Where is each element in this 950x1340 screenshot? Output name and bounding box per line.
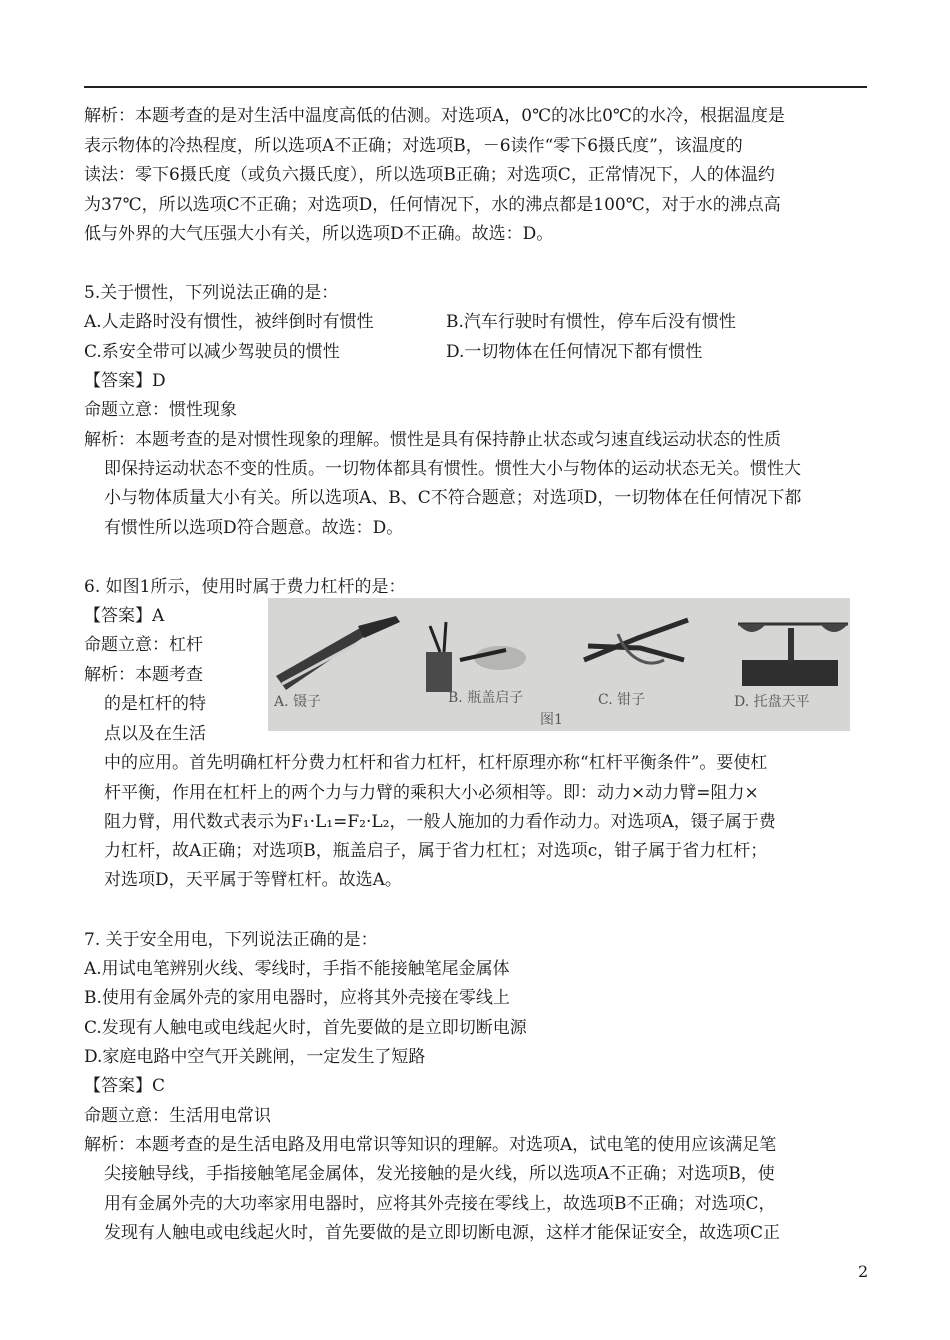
header-rule <box>84 86 867 88</box>
tweezers-illustration <box>276 616 400 690</box>
q4-explanation-line: 低与外界的大气压强大小有关，所以选项D不正确。故选：D。 <box>84 224 554 244</box>
q7-option-d: D.家庭电路中空气开关跳闸，一定发生了短路 <box>84 1047 426 1067</box>
q6-explanation-line: 力杠杆，故A正确；对选项B，瓶盖启子，属于省力杠杠；对选项c，钳子属于省力杠杆； <box>104 841 768 861</box>
q6-intent: 命题立意：杠杆 <box>84 635 203 655</box>
q7-explanation-line: 用有金属外壳的大功率家用电器时，应将其外壳接在零线上，故选项B不正确；对选项C， <box>104 1194 776 1214</box>
figure-caption-b: B. 瓶盖启子 <box>448 690 524 706</box>
q7-explanation-line: 解析：本题考查的是生活电路及用电常识等知识的理解。对选项A，试电笔的使用应该满足笔 <box>84 1135 777 1155</box>
q5-explanation-line: 解析：本题考查的是对惯性现象的理解。惯性是具有保持静止状态或匀速直线运动状态的性质 <box>84 430 781 450</box>
q7-explanation-line: 发现有人触电或电线起火时，首先要做的是立即切断电源，这样才能保证安全，故选项C正 <box>104 1223 781 1243</box>
q5-explanation-line: 即保持运动状态不变的性质。一切物体都具有惯性。惯性大小与物体的运动状态无关。惯性大 <box>104 459 801 479</box>
q5-option-d: D.一切物体在任何情况下都有惯性 <box>446 342 703 362</box>
q5-question: 5.关于惯性，下列说法正确的是： <box>84 283 339 303</box>
q4-explanation-line: 表示物体的冷热程度，所以选项A不正确；对选项B，－6读作“零下6摄氏度”，该温度的 <box>84 136 743 156</box>
q7-intent: 命题立意：生活用电常识 <box>84 1106 271 1126</box>
q5-explanation-line: 小与物体质量大小有关。所以选项A、B、C不符合题意；对选项D，一切物体在任何情况下都 <box>104 488 802 508</box>
q5-intent: 命题立意：惯性现象 <box>84 400 237 420</box>
figure-1-levers <box>268 598 850 731</box>
q6-answer: 【答案】A <box>84 606 165 626</box>
q6-explanation-short: 的是杠杆的特 <box>104 694 206 714</box>
q5-option-c: C.系安全带可以减少驾驶员的惯性 <box>84 342 340 362</box>
figure-caption-c: C. 钳子 <box>598 692 646 708</box>
q6-explanation-line: 杆平衡，作用在杠杆上的两个力与力臂的乘积大小必须相等。即：动力×动力臂=阻力× <box>104 783 759 803</box>
q5-option-a: A.人走路时没有惯性，被绊倒时有惯性 <box>84 312 374 332</box>
q6-explanation-short: 解析：本题考查 <box>84 665 203 685</box>
q4-explanation-line: 解析：本题考查的是对生活中温度高低的估测。对选项A，0℃的冰比0℃的水冷，根据温度是 <box>84 106 785 126</box>
figure-caption-a: A. 镊子 <box>274 694 322 710</box>
q5-answer: 【答案】D <box>84 371 166 391</box>
q6-explanation-short: 点以及在生活 <box>104 724 206 744</box>
pliers-illustration <box>584 620 688 663</box>
figure-caption-d: D. 托盘天平 <box>734 694 810 710</box>
q7-explanation-line: 尖接触导线，手指接触笔尾金属体，发光接触的是火线，所以选项A不正确；对选项B，使 <box>104 1164 775 1184</box>
q7-option-b: B.使用有金属外壳的家用电器时，应将其外壳接在零线上 <box>84 988 510 1008</box>
balance-scale-illustration <box>738 624 848 686</box>
page-number: 2 <box>858 1262 869 1281</box>
q4-explanation-line: 读法：零下6摄氏度（或负六摄氏度），所以选项B正确；对选项C，正常情况下，人的体温约 <box>84 165 775 185</box>
q7-answer: 【答案】C <box>84 1076 166 1096</box>
q7-question: 7. 关于安全用电，下列说法正确的是： <box>84 930 378 950</box>
q6-question: 6. 如图1所示，使用时属于费力杠杆的是： <box>84 577 406 597</box>
q5-explanation-line: 有惯性所以选项D符合题意。故选：D。 <box>104 518 404 538</box>
q6-explanation-line: 阻力臂，用代数式表示为F₁·L₁=F₂·L₂，一般人施加的力看作动力。对选项A，镊子属于费 <box>104 812 776 832</box>
q6-explanation-line: 中的应用。首先明确杠杆分费力杠杆和省力杠杆，杠杆原理亦称“杠杆平衡条件”。要使杠 <box>104 753 768 773</box>
q7-option-a: A.用试电笔辨别火线、零线时，手指不能接触笔尾金属体 <box>84 959 510 979</box>
bottle-opener-illustration <box>426 622 526 692</box>
q7-option-c: C.发现有人触电或电线起火时，首先要做的是立即切断电源 <box>84 1018 527 1038</box>
q5-option-b: B.汽车行驶时有惯性，停车后没有惯性 <box>446 312 736 332</box>
figure-title: 图1 <box>540 712 563 728</box>
q4-explanation-line: 为37℃，所以选项C不正确；对选项D，任何情况下，水的沸点都是100℃，对于水的沸点高 <box>84 195 781 215</box>
q6-explanation-line: 对选项D，天平属于等臂杠杆。故选A。 <box>104 870 402 890</box>
